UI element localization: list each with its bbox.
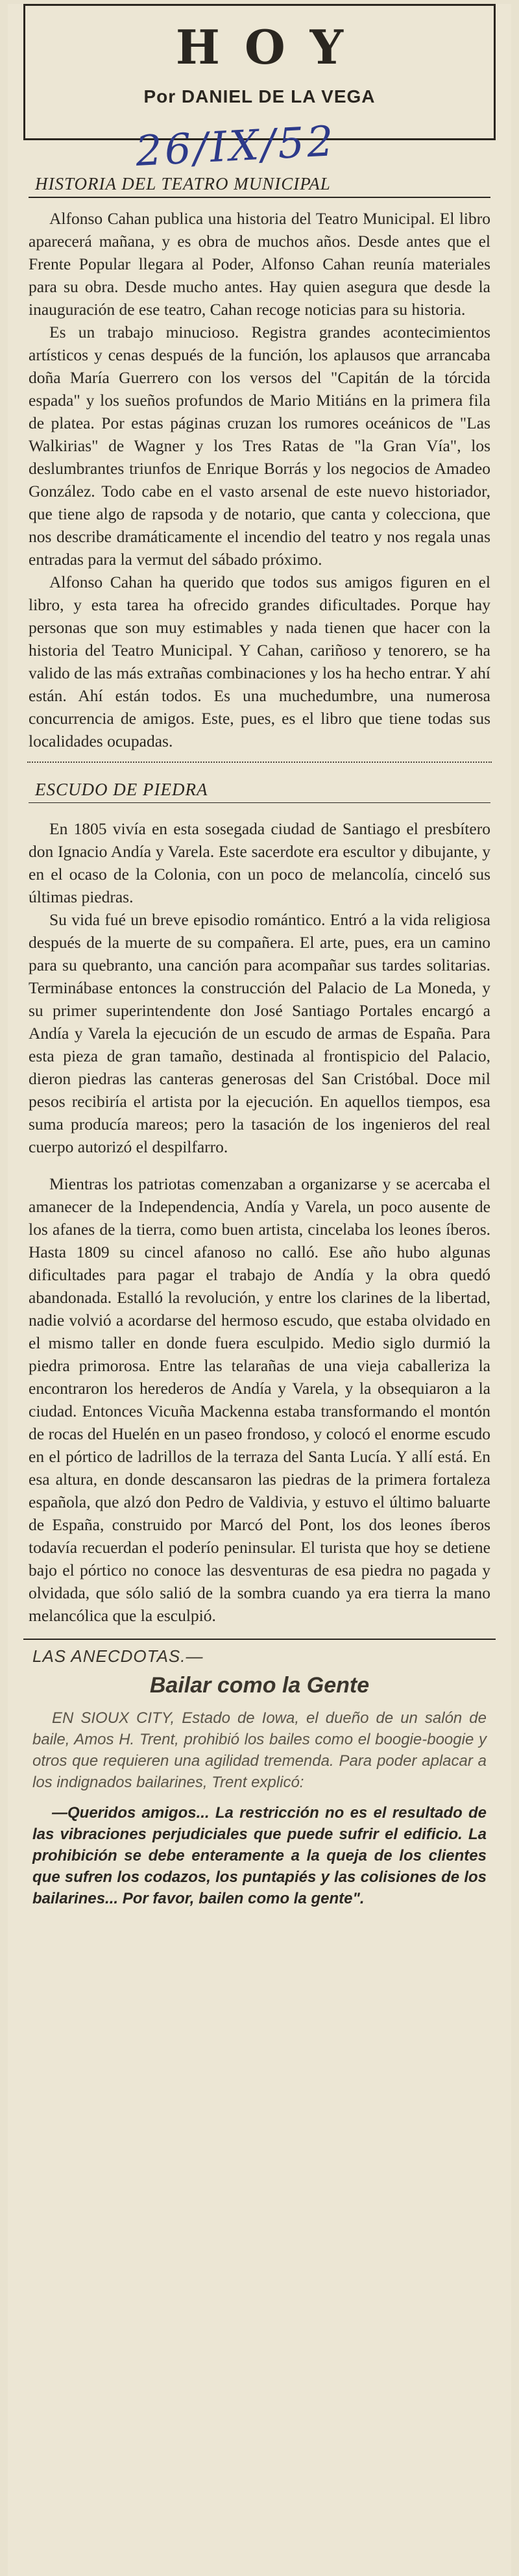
anecdotes-label: LAS ANECDOTAS.— <box>32 1646 204 1666</box>
column-title: HOY <box>175 19 368 75</box>
anecdote-body <box>32 1707 487 1909</box>
anecdote-paragraph: EN SIOUX CITY, Estado de Iowa, el dueño de un salón de baile, Amos H. Trent, prohibió los bailes como el boogie-boogie y otros que requieren una agilidad tremenda. Para poder aplacar a los indignados bailarines, Trent explicó: <box>32 1709 487 1791</box>
section-heading-teatro: HISTORIA DEL TEATRO MUNICIPAL <box>29 166 490 198</box>
section-heading-escudo: ESCUDO DE PIEDRA <box>29 772 490 803</box>
separator <box>27 762 492 763</box>
paragraph: Mientras los patriotas comenzaban a organizarse y se acercaba el amanecer de la Independencia, Andía y Varela, un poco ausente de los afanes de la tierra, como buen artista, cincelaba los leones íberos. Hasta 1809 su cincel afanoso no calló. Ese año hubo algunas dificultades para pagar el trabajo de Andía y la obra quedó abandonada. Estalló la revolución, y entre los clarines de la libertad, nadie volvió a acordarse del hermoso escudo, que estaba olvidado en el mismo taller en donde fuera esculpido. Medio siglo durmió la piedra primorosa. Entre las telarañas de una vieja caballeriza la encontraron los herederos de Andía y Varela, y la obsequiaron a la ciudad. Entonces Vicuña Mackenna estaba transformando el montón de rocas del Huelén en un paseo frondoso, y colocó el enorme escudo en el pórtico de ladrillos de la terraza del Santa Lucía. Y allí está. En esa altura, en donde descansaron las piedras de la primera fortaleza española, que alzó don Pedro de Valdivia, y estuvo el último baluarte de España, construido por Marcó del Pont, los dos leones íberos todavía recuerdan el poderío peninsular. El turista que hoy se detiene bajo el pórtico no conoce las desventuras de esa piedra no pagada y olvidada, que sólo salió de la sombra cuando ya era tierra la mano melancólica que la esculpió. <box>29 1174 490 1625</box>
paragraph: En 1805 vivía en esta sosegada ciudad de Santiago el presbítero don Ignacio Andía y Varela. Este sacerdote era escultor y dibujante, y en el ocaso de la Colonia, con un poco de melancolía, cinceló sus últimas piedras. <box>29 819 490 906</box>
handwritten-date: 26/IX/52 <box>134 117 337 177</box>
anecdote-quote: —Queridos amigos... La restricción no es el resultado de las vibraciones perjudiciales que puede sufrir el edificio. La prohibición se debe enteramente a la queja de los clientes que sufren los codazos, los puntapiés y las colisiones de los bailarines... Por favor, bailen como la gente". <box>32 1804 487 1907</box>
byline: Por DANIEL DE LA VEGA <box>143 86 376 106</box>
paragraph: Es un trabajo minucioso. Registra grandes acontecimientos artísticos y cenas después de la función, los aplausos que arrancaba doña María Guerrero con los versos del "Capitán de la tórcida espada" y los sueños profundos de Mario Mitiáns en la primera fila de platea. Por estas páginas cruzan los rumores oceánicos de "Las Walkirias" de Wagner y los Tres Ratas de "la Gran Vía", los deslumbrantes triunfos de Enrique Borrás y los negocios de Amadeo González. Todo cabe en el vasto arsenal de este nuevo historiador, que tiene algo de rapsoda y de notario, que canta y colecciona, que nos describe dramáticamente el incendio del teatro y nos regala unas entradas para la vermut del sábado próximo. <box>29 323 490 569</box>
anecdote-headline: Bailar como la Gente <box>149 1673 370 1698</box>
masthead <box>23 4 496 177</box>
paragraph: Alfonso Cahan ha querido que todos sus amigos figuren en el libro, y esta tarea ha ofrecido grandes dificultades. Porque hay personas que son muy estimables y nada tienen que hacer con la historia del Teatro Municipal. Y Cahan, cariñoso y tenorero, se ha valido de las más extrañas combinaciones y los ha hecho entrar. Y ahí están. Ahí están todos. Es una muchedumbre, una numerosa concurrencia de amigos. Este, pues, es el libro que tiene todas sus localidades ocupadas. <box>29 573 490 750</box>
anecdotes-box <box>23 1639 496 1909</box>
section-body-escudo <box>23 817 496 1627</box>
paragraph: Su vida fué un breve episodio romántico. Entró a la vida religiosa después de la muerte de su compañera. El arte, pues, era un camino para su quebranto, una canción para acompañar sus tardes solitarias. Terminábase entonces la construcción del Palacio de La Moneda, y su primer superintendente don José Santiago Portales encargó a Andía y Varela la ejecución de un escudo de armas de España. Para esta pieza de gran tamaño, destinada al frontispicio del Palacio, dieron piedras las canteras generosas del San Cristóbal. Doce mil pesos recibiría el artista por la ejecución. En aquellos tiempos, esa suma producía mareos; pero la tasación de los ingenieros del real cuerpo autorizó el despilfarro. <box>29 910 490 1156</box>
paragraph: Alfonso Cahan publica una historia del Teatro Municipal. El libro aparecerá mañana, y es obra de muchos años. Desde antes que el Frente Popular llegara al Poder, Alfonso Cahan reunía materiales para su obra. Desde mucho antes. Hay quien asegura que desde la inauguración de ese teatro, Cahan recoge noticias para su historia. <box>29 209 490 319</box>
section-body-teatro <box>23 207 496 752</box>
newspaper-clipping <box>8 4 511 2576</box>
